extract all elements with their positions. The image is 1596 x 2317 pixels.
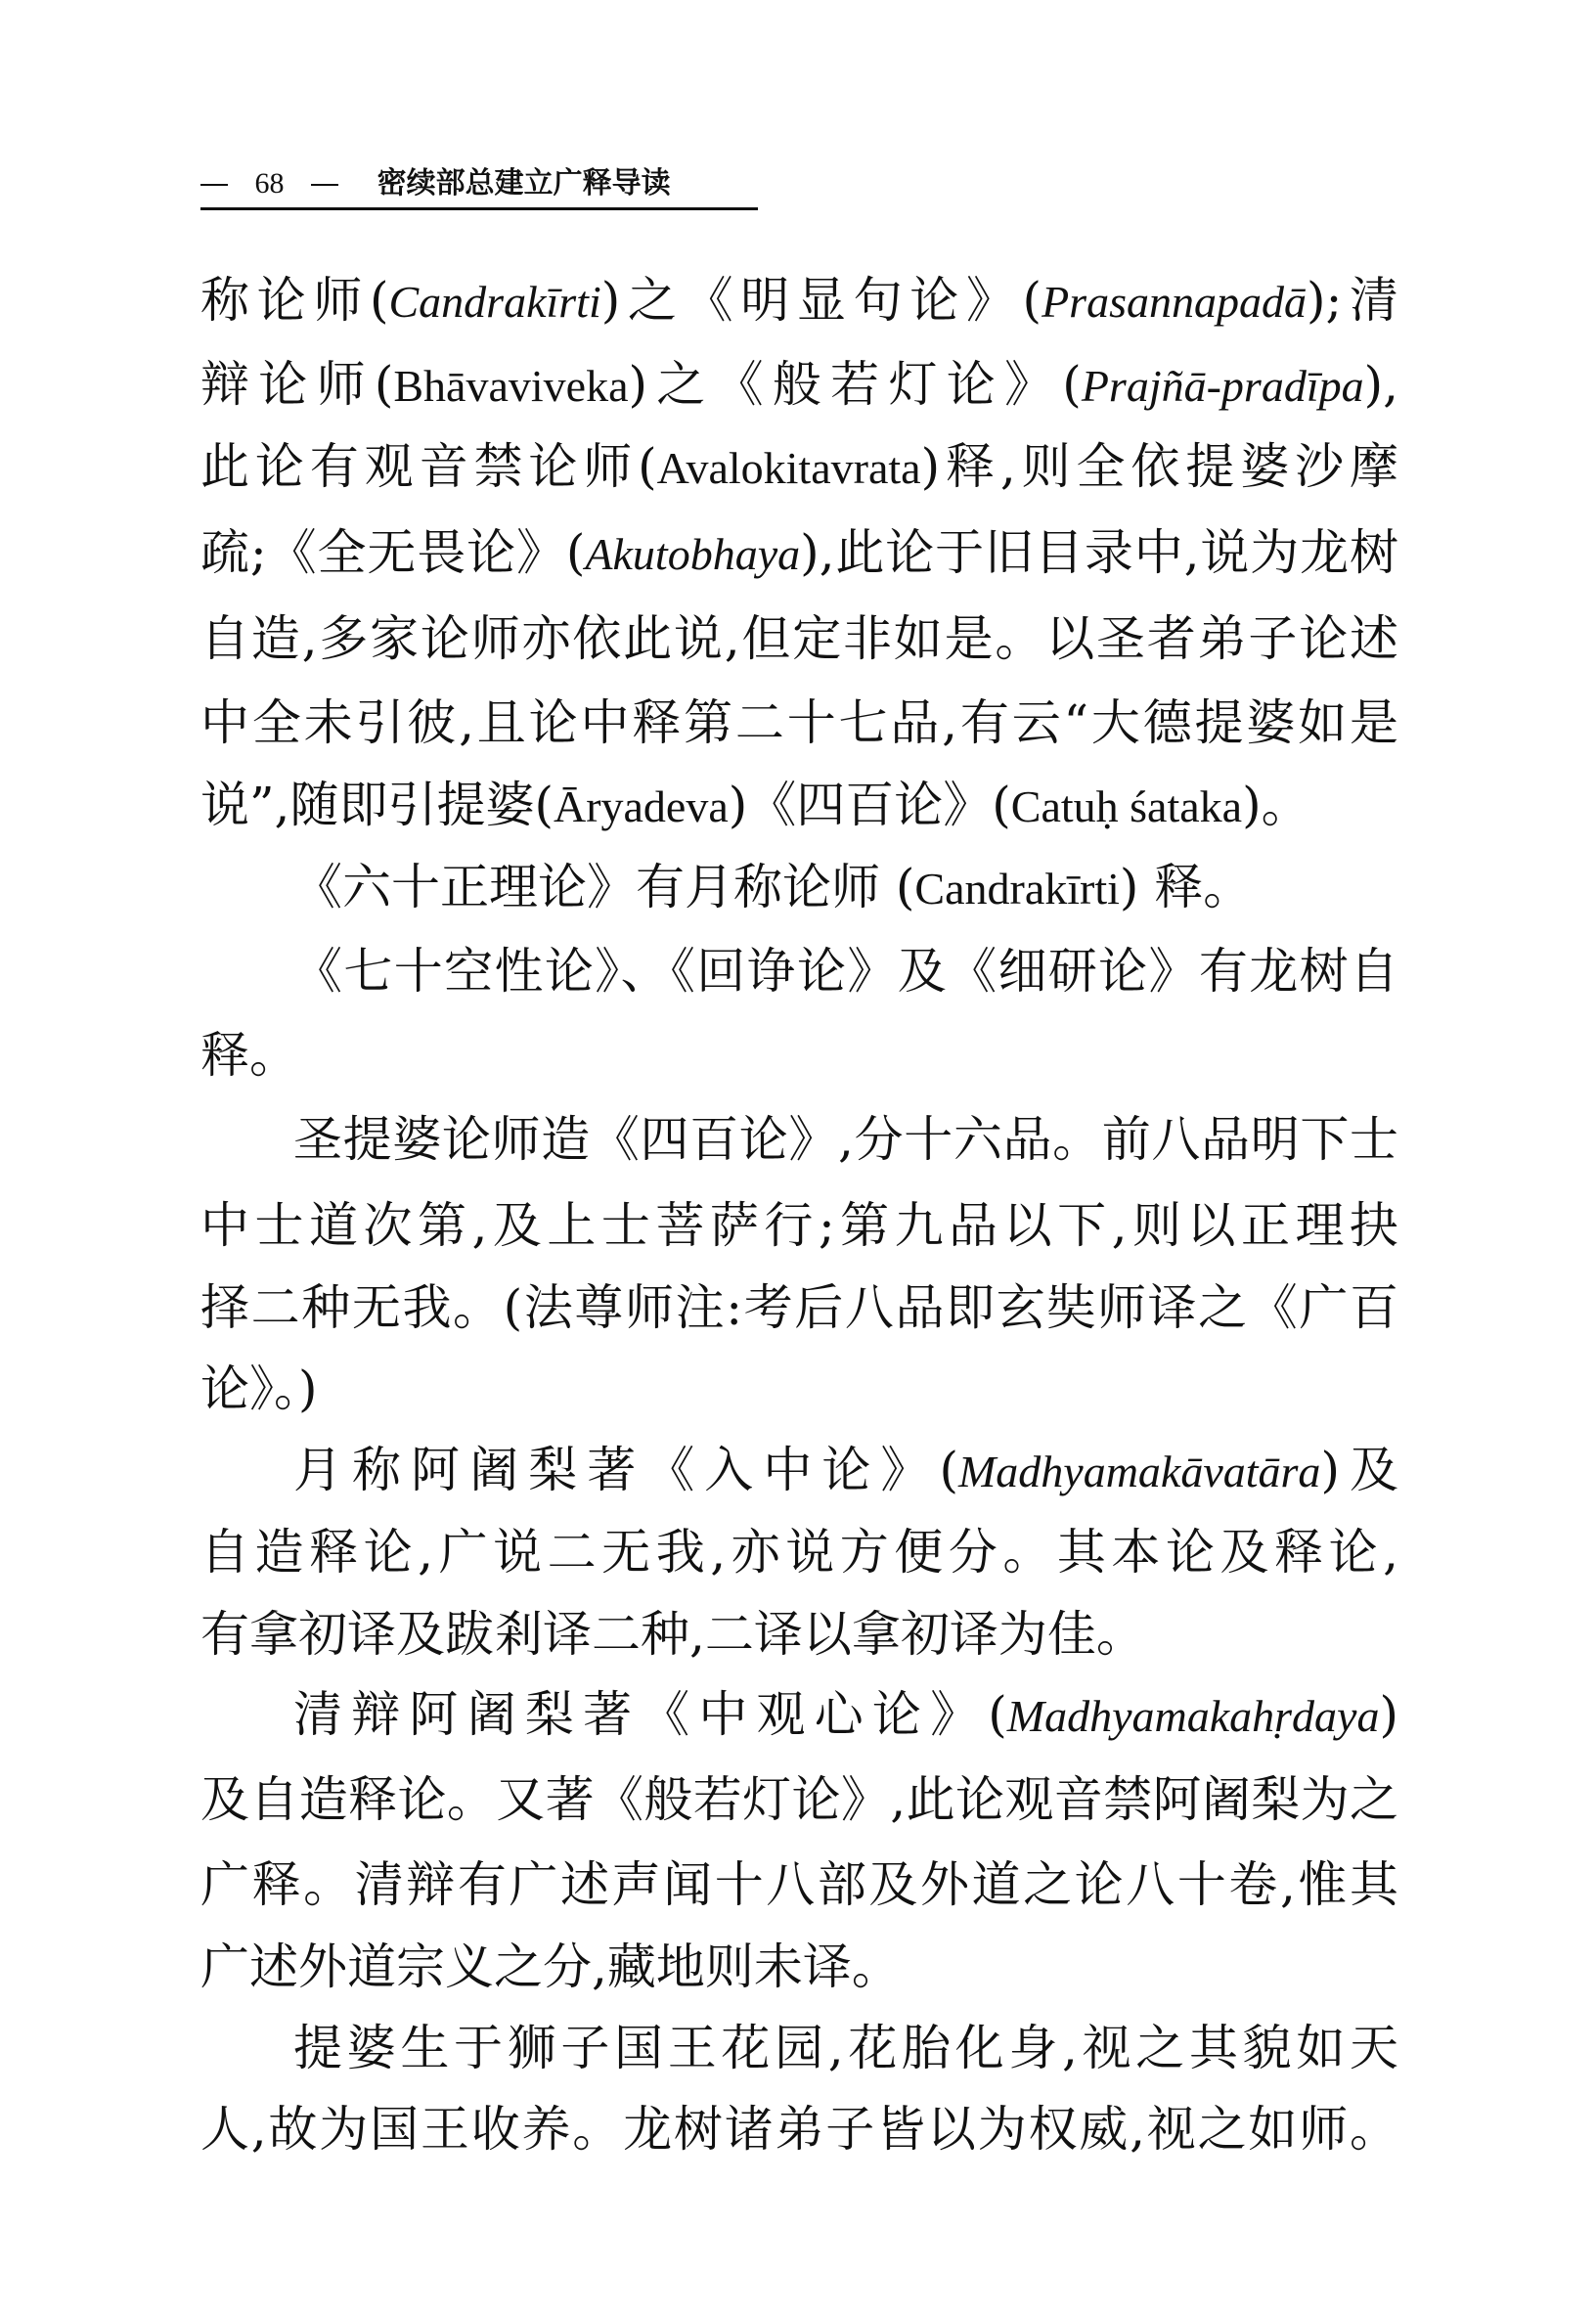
text-line bbox=[200, 1194, 1398, 1257]
sanskrit-term: Madhyamakahṛdaya bbox=[1006, 1691, 1380, 1741]
text-segment: 自造释论,广说二无我,亦说方便分。其本论及释论, bbox=[200, 1524, 1398, 1581]
text-line bbox=[293, 1108, 1398, 1171]
page-number: 68 bbox=[254, 167, 285, 200]
text-line bbox=[200, 1603, 1398, 1666]
sanskrit-term: Avalokitavrata bbox=[656, 443, 921, 493]
text-line bbox=[200, 2098, 1398, 2161]
text-line bbox=[293, 856, 1398, 918]
sanskrit-term: Candrakīrti bbox=[914, 864, 1120, 913]
sanskrit-term: Āryadeva bbox=[553, 781, 729, 831]
text-segment: 广述外道宗义之分,藏地则未译。 bbox=[200, 1938, 901, 1995]
text-segment: 称论师( bbox=[200, 272, 389, 329]
sanskrit-term: Candrakīrti bbox=[388, 277, 601, 327]
text-line bbox=[200, 435, 1398, 498]
text-line bbox=[200, 1768, 1398, 1831]
text-line bbox=[293, 940, 1398, 1003]
text-segment: ), bbox=[1363, 356, 1399, 413]
sanskrit-term: Bhāvaviveka bbox=[393, 361, 629, 411]
text-segment: 释。 bbox=[200, 1027, 298, 1084]
text-segment: 《六十正理论》有月称论师 ( bbox=[293, 859, 915, 915]
text-segment: 论》。) bbox=[200, 1360, 318, 1417]
text-segment: 广释。清辩有广述声闻十八部及外道之论八十卷,惟其 bbox=[200, 1856, 1398, 1913]
running-header bbox=[200, 164, 758, 210]
sanskrit-term: Catuḥ śataka bbox=[1010, 781, 1243, 831]
sanskrit-term: Prasannapadā bbox=[1042, 277, 1307, 327]
text-segment: 月称阿阇梨著《入中论》( bbox=[293, 1442, 958, 1498]
text-segment: )释,则全依提婆沙摩 bbox=[920, 438, 1398, 495]
text-line bbox=[200, 1276, 1398, 1339]
text-line bbox=[200, 521, 1398, 584]
text-segment: );清 bbox=[1306, 272, 1398, 329]
header-dash bbox=[200, 184, 228, 186]
text-segment: 中全未引彼,且论中释第二十七品,有云“大德提婆如是 bbox=[200, 694, 1398, 751]
text-segment: 提婆生于狮子国王花园,花胎化身,视之其貌如天 bbox=[293, 2020, 1398, 2076]
text-line bbox=[200, 1521, 1398, 1583]
text-segment: 择二种无我。(法尊师注:考后八品即玄奘师译之《广百 bbox=[200, 1279, 1398, 1336]
text-line bbox=[293, 2017, 1398, 2079]
text-segment: 有拿初译及跋剎译二种,二译以拿初译为佳。 bbox=[200, 1606, 1145, 1663]
text-segment: 清辩阿阇梨著《中观心论》( bbox=[293, 1686, 1007, 1743]
text-line bbox=[200, 691, 1398, 754]
text-segment: 中士道次第,及上士菩萨行;第九品以下,则以正理抉 bbox=[200, 1197, 1398, 1254]
text-segment: ),此论于旧目录中,说为龙树 bbox=[800, 524, 1398, 581]
text-line bbox=[200, 774, 1398, 836]
text-segment: 《七十空性论》、《回诤论》及《细研论》有龙树自 bbox=[293, 943, 1398, 1000]
text-segment: 此论有观音禁论师( bbox=[200, 438, 657, 495]
text-line bbox=[200, 1024, 1398, 1087]
text-segment: )之《明显句论》( bbox=[600, 272, 1042, 329]
text-segment: ) 释。 bbox=[1119, 859, 1253, 915]
text-segment: )之《般若灯论》( bbox=[628, 356, 1082, 413]
header-dash bbox=[311, 184, 338, 186]
text-segment: )及 bbox=[1320, 1442, 1398, 1498]
text-line bbox=[293, 1683, 1398, 1746]
sanskrit-term: Akutobhaya bbox=[585, 529, 801, 579]
text-line bbox=[200, 1358, 1398, 1420]
text-line bbox=[293, 1439, 1398, 1501]
text-segment: 圣提婆论师造《四百论》,分十六品。前八品明下士 bbox=[293, 1111, 1398, 1168]
sanskrit-term: Prajñā-pradīpa bbox=[1081, 361, 1364, 411]
text-segment: 自造,多家论师亦依此说,但定非如是。以圣者弟子论述 bbox=[200, 610, 1398, 667]
book-title: 密续部总建立广释导读 bbox=[377, 166, 671, 201]
text-segment: )。 bbox=[1242, 777, 1310, 833]
text-line bbox=[200, 269, 1398, 332]
text-line bbox=[200, 607, 1398, 670]
text-segment: 及自造释论。又著《般若灯论》,此论观音禁阿阇梨为之 bbox=[200, 1771, 1398, 1828]
text-line bbox=[200, 1936, 1398, 1998]
text-segment: 疏;《全无畏论》( bbox=[200, 524, 586, 581]
text-segment: 说”,随即引提婆( bbox=[200, 777, 554, 833]
text-segment: 辩论师( bbox=[200, 356, 394, 413]
text-segment: ) bbox=[1379, 1686, 1398, 1743]
text-line bbox=[200, 353, 1398, 416]
text-segment: )《四百论》( bbox=[728, 777, 1011, 833]
text-segment: 人,故为国王收养。龙树诸弟子皆以为权威,视之如师。 bbox=[200, 2101, 1398, 2158]
sanskrit-term: Madhyamakāvatāra bbox=[957, 1447, 1321, 1496]
text-line bbox=[200, 1853, 1398, 1916]
